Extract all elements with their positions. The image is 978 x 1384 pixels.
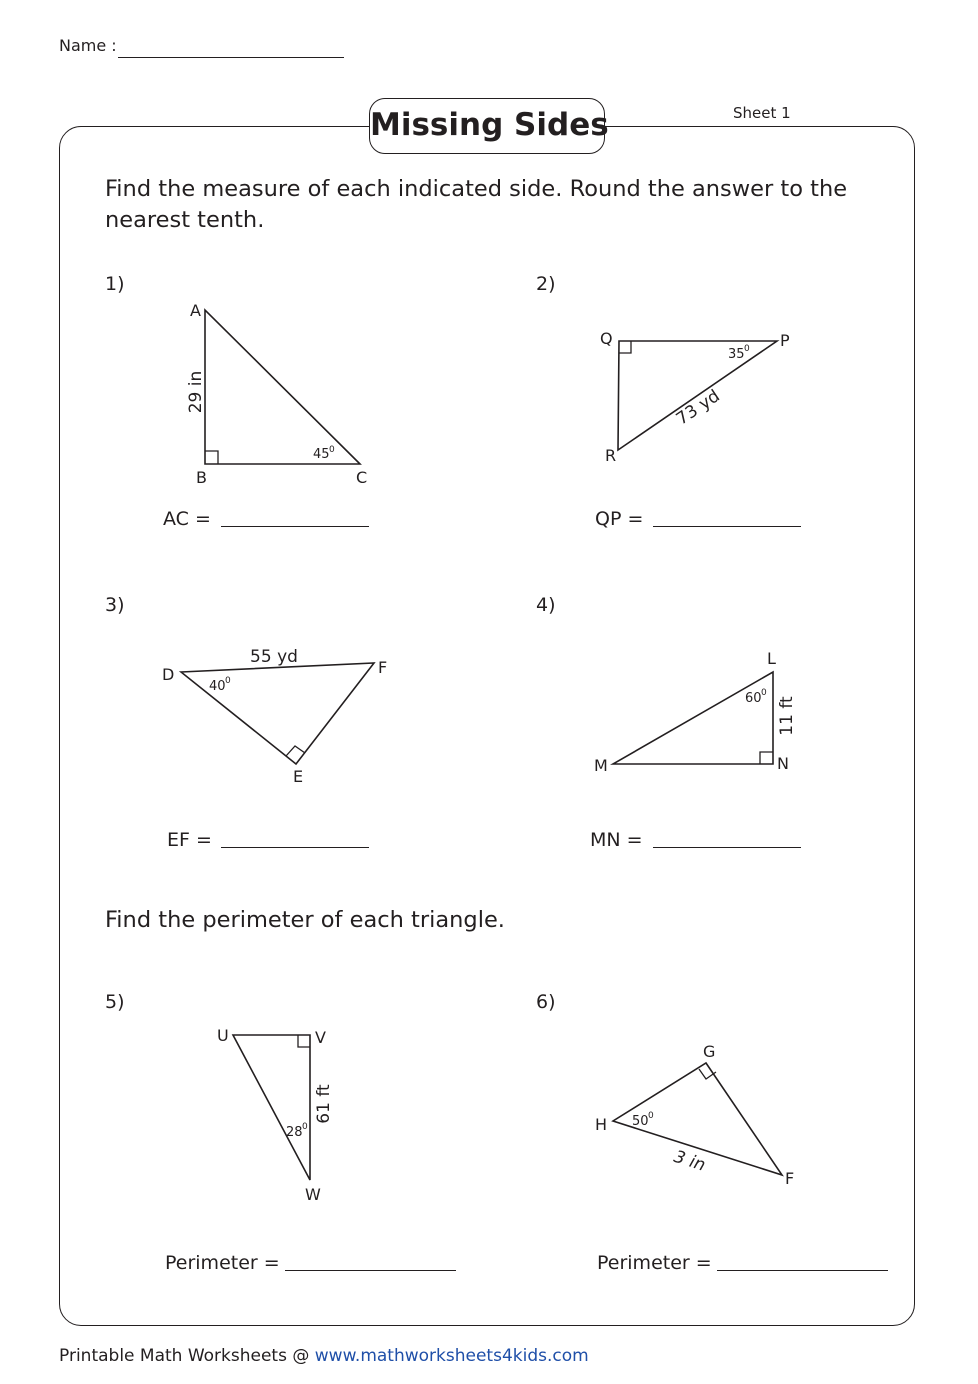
problem-1-number: 1) [105,273,125,295]
right-angle-marker-6 [699,1069,716,1079]
side-label-29in: 29 in [186,370,206,414]
angle-label-60: 60 [745,691,762,706]
vertex-l-label: L [767,649,776,668]
answer-blank-6[interactable] [717,1270,888,1271]
footer [59,1346,589,1366]
answer-label-5: Perimeter = [165,1252,280,1274]
angle-label-35: 35 [728,347,745,362]
problem-4-number: 4) [536,594,556,616]
angle-label-50: 50 [632,1114,649,1129]
angle-label-28: 28 [286,1125,303,1140]
vertex-c-label: C [356,468,368,487]
degree-mark-6: 0 [648,1111,654,1121]
answer-label-3: EF = [167,829,212,851]
vertex-v-label: V [315,1028,326,1047]
side-label-73yd: 73 yd [672,386,724,430]
side-label-61ft: 61 ft [314,1084,334,1124]
problem-2-number: 2) [536,273,556,295]
instructions-part2: Find the perimeter of each triangle. [105,907,505,933]
footer-link[interactable]: www.mathworksheets4kids.com [314,1346,589,1366]
degree-mark-4: 0 [761,688,767,698]
vertex-m-label: M [594,756,608,775]
page-title: Missing Sides [369,98,605,154]
side-label-55yd: 55 yd [250,647,298,667]
vertex-f-label-6: F [785,1169,795,1188]
answer-label-4: MN = [590,829,643,851]
name-label: Name : [59,36,117,55]
vertex-e-label: E [293,767,304,786]
sheet-label: Sheet 1 [733,104,791,122]
vertex-f-label: F [378,658,388,677]
vertex-w-label: W [305,1185,321,1204]
vertex-h-label: H [595,1115,608,1134]
vertex-d-label: D [162,665,175,684]
vertex-q-label: Q [600,329,613,348]
degree-mark-3: 0 [225,676,231,686]
problem-6-number: 6) [536,991,556,1013]
degree-mark-1: 0 [329,445,335,455]
vertex-a-label: A [190,301,201,320]
vertex-g-label: G [703,1042,716,1061]
vertex-b-label: B [196,468,207,487]
instructions-part1: Find the measure of each indicated side. Round the answer to the nearest tenth. [105,176,848,233]
side-label-11ft: 11 ft [777,696,797,736]
degree-mark-5: 0 [302,1122,308,1132]
degree-mark-2: 0 [744,344,750,354]
problem-3-number: 3) [105,594,125,616]
vertex-n-label: N [777,754,789,773]
vertex-r-label: R [605,446,617,465]
angle-label-40: 40 [209,679,226,694]
answer-label-2: QP = [595,508,644,530]
answer-label-6: Perimeter = [597,1252,712,1274]
problem-5-number: 5) [105,991,125,1013]
answer-label-1: AC = [163,508,211,530]
side-label-3in: 3 in [671,1146,708,1176]
angle-label-45: 45 [313,447,330,462]
footer-text: Printable Math Worksheets @ [59,1346,310,1366]
vertex-p-label: P [780,331,790,350]
vertex-u-label: U [217,1026,229,1045]
